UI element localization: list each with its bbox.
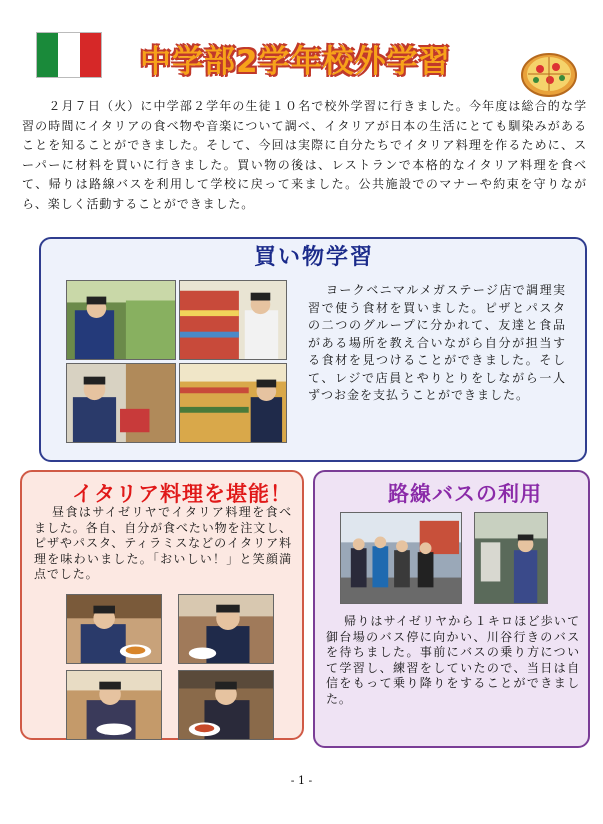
intro-paragraph: ２月７日（火）に中学部２学年の生徒１０名で校外学習に行きました。今年度は総合的な学習の時間にイタリアの食べ物や音楽について調べ、イタリアが日本の生活にとても馴染みがあることを知ることができました。そして、今回は実際に自分たちでイタリア料理を作るために、スーパーに材料を買いに行きました。買い物の後は、レストランで本格的なイタリア料理を食べて、帰りは路線バスを利用して学校に戻って来ました。公共施設でのマナーや約束を守りながら、楽しく活動することができました。 xyxy=(22,99,587,211)
shopping-photo-1 xyxy=(66,280,176,360)
bus-title: 路線バスの利用 xyxy=(388,482,542,506)
lunch-photo-4 xyxy=(178,670,274,740)
shopping-title: 買い物学習 xyxy=(254,245,375,270)
shopping-photo-4 xyxy=(179,363,287,443)
shopping-text: ヨークベニマルメガステージ店で調理実習で使う食材を買いました。ピザとパスタの二つのグループに分かれて、友達と食品がある場所を教え合いながら自分が担当する食材を見つけることができました。そして、レジで店員とやりとりをしながら一人ずつお金を支払うことができました。 xyxy=(308,283,566,402)
bus-photo-2 xyxy=(474,512,548,604)
bus-photo-1 xyxy=(340,512,462,604)
italy-flag-icon xyxy=(36,32,102,78)
lunch-photo-2 xyxy=(178,594,274,664)
pizza-icon xyxy=(520,48,578,98)
shopping-photo-3 xyxy=(66,363,176,443)
bus-text: 帰りはサイゼリヤから１キロほど歩いて御台場のバス停に向かい、川谷行きのバスを待ちました。事前にバスの乗り方について学習し、練習をしていたので、当日は自信をもって乗り降りをすることができました。 xyxy=(326,614,580,706)
page-number: - 1 - xyxy=(290,774,313,787)
lunch-photo-1 xyxy=(66,594,162,664)
italian-food-title: イタリア料理を堪能！ xyxy=(72,482,292,506)
italian-food-text: 昼食はサイゼリヤでイタリア料理を食べました。各自、自分が食べたい物を注文し、ピザやパスタ、ティラミスなどのイタリア料理を味わいました。「おいしい！」と笑顔満点でした。 xyxy=(34,505,293,581)
page-title: 中学部2学年校外学習 xyxy=(140,44,451,80)
shopping-photo-2 xyxy=(179,280,287,360)
lunch-photo-3 xyxy=(66,670,162,740)
